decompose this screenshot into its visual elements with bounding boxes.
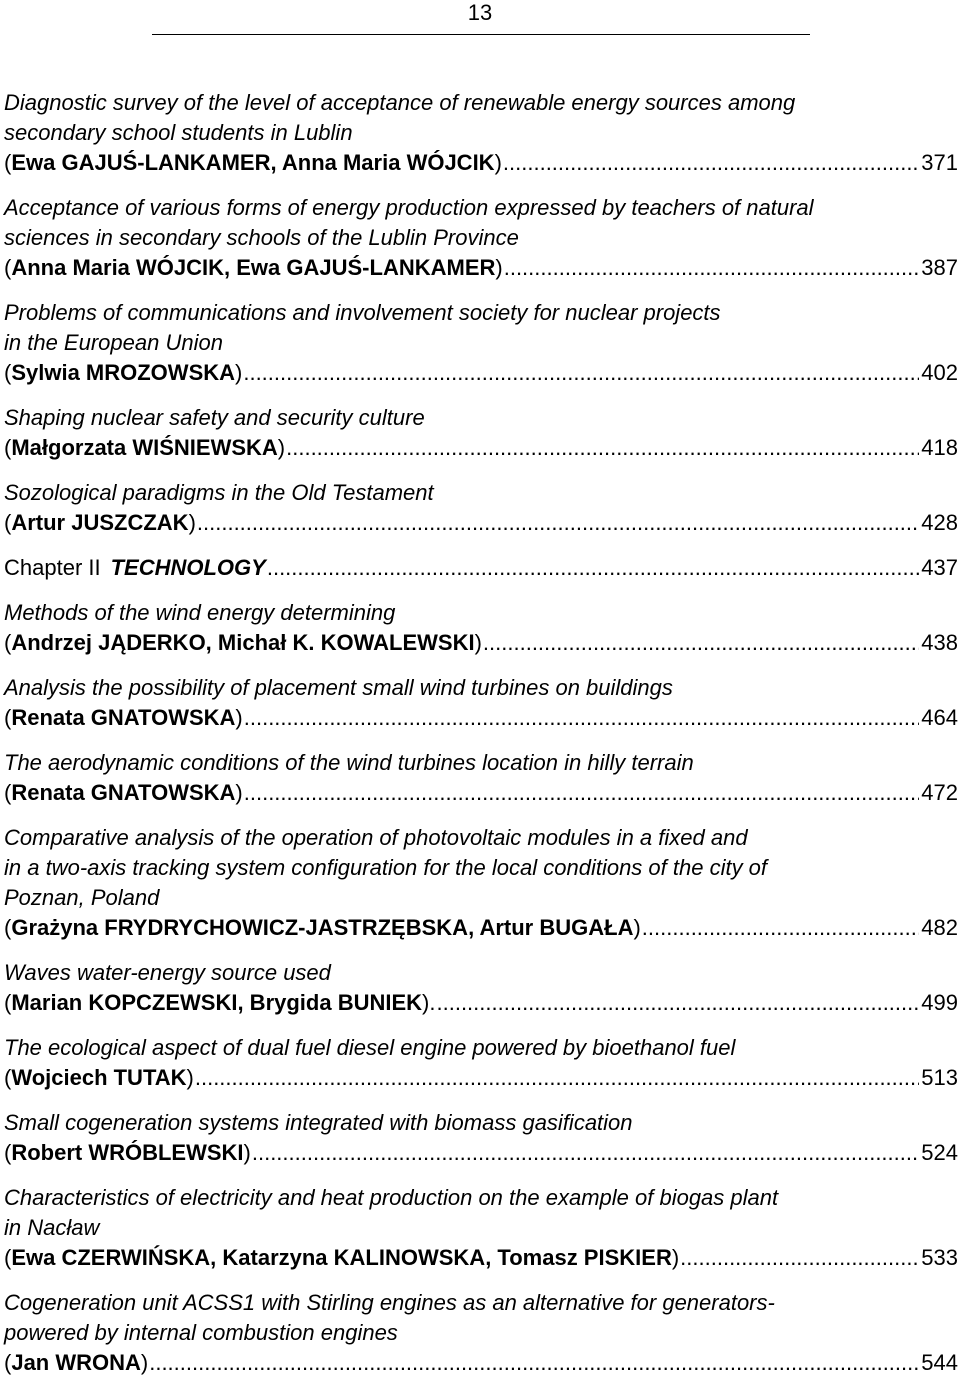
entry-title-line: Acceptance of various forms of energy production expressed by teachers of natural — [4, 195, 814, 220]
entry-author-line — [4, 913, 958, 943]
entry-authors-text — [4, 1243, 679, 1273]
entry-page-number: 428 — [921, 510, 958, 535]
entry-authors-text — [4, 988, 436, 1018]
entry-author-line — [4, 433, 958, 463]
entry-authors: Wojciech TUTAK — [11, 1065, 187, 1090]
entry-authors-text — [4, 628, 482, 658]
entry-authors-text — [4, 508, 196, 538]
entry-author-line — [4, 1138, 958, 1168]
entry-author-line — [4, 253, 958, 283]
dot-leader — [286, 433, 919, 463]
entry-title-line: Methods of the wind energy determining — [4, 600, 396, 625]
entry-page-number: 464 — [921, 705, 958, 730]
entry-authors: Jan WRONA — [11, 1350, 141, 1375]
toc-entry — [4, 1183, 958, 1273]
close-paren: ) — [186, 1065, 194, 1090]
page-number: 13 — [467, 0, 493, 25]
entry-title-line: Poznan, Poland — [4, 885, 160, 910]
entry-title-line: in a two-axis tracking system configuration for the local conditions of the city of — [4, 855, 768, 880]
dot-leader — [267, 553, 919, 583]
toc-entry — [4, 478, 958, 538]
close-paren: ) — [494, 150, 502, 175]
dot-leader — [252, 1138, 919, 1168]
entry-authors-text — [4, 1348, 148, 1378]
entry-title-line: Small cogeneration systems integrated with biomass gasification — [4, 1110, 633, 1135]
entry-authors: Artur JUSZCZAK — [11, 510, 189, 535]
open-paren: ( — [4, 705, 12, 730]
close-paren: ) — [235, 780, 243, 805]
entry-title-line: Comparative analysis of the operation of photovoltaic modules in a fixed and — [4, 825, 748, 850]
entry-title-line: Characteristics of electricity and heat production on the example of biogas plant — [4, 1185, 779, 1210]
close-paren: ) — [277, 435, 286, 460]
entry-page-number: 472 — [921, 780, 958, 805]
open-paren: ( — [4, 255, 12, 280]
entry-author-line — [4, 1348, 958, 1378]
open-paren: ( — [4, 1140, 12, 1165]
entry-authors-text — [4, 778, 243, 808]
entry-author-line — [4, 628, 958, 658]
open-paren: ( — [4, 1350, 12, 1375]
chapter-title: TECHNOLOGY — [110, 555, 266, 580]
entry-authors: Marian KOPCZEWSKI, Brygida BUNIEK — [11, 990, 423, 1015]
entry-title-line: The aerodynamic conditions of the wind turbines location in hilly terrain — [4, 750, 694, 775]
entry-page-number: 513 — [921, 1065, 958, 1090]
chapter-label: Chapter II — [4, 555, 101, 580]
entry-page-number: 499 — [921, 990, 958, 1015]
entry-authors: Robert WRÓBLEWSKI — [11, 1140, 244, 1165]
entry-page-number: 418 — [921, 435, 958, 460]
entry-authors-text — [4, 1138, 251, 1168]
entry-title-line: Waves water-energy source used — [4, 960, 331, 985]
entry-title-line: Shaping nuclear safety and security culture — [4, 405, 425, 430]
entry-authors-text — [4, 1063, 194, 1093]
toc-entry — [4, 298, 958, 388]
dot-leader — [437, 988, 920, 1018]
dot-leader — [195, 1063, 919, 1093]
entry-author-line — [4, 508, 958, 538]
open-paren: ( — [4, 630, 12, 655]
toc-entry — [4, 403, 958, 463]
close-paren: ) — [671, 1245, 680, 1270]
entry-title-line: Problems of communications and involvement society for nuclear projects — [4, 300, 721, 325]
toc-entry — [4, 958, 958, 1018]
entry-title-line: Analysis the possibility of placement small wind turbines on buildings — [4, 675, 673, 700]
entry-authors: Ewa CZERWIŃSKA, Katarzyna KALINOWSKA, Tomasz PISKIER — [11, 1245, 672, 1270]
entry-page-number: 524 — [921, 1140, 958, 1165]
dot-leader — [244, 778, 920, 808]
dot-leader — [149, 1348, 919, 1378]
entry-page-number: 438 — [921, 630, 958, 655]
entry-authors-text — [4, 433, 285, 463]
open-paren: ( — [4, 360, 12, 385]
entry-authors-text — [4, 253, 503, 283]
chapter-page-number: 437 — [921, 555, 958, 580]
toc-entry — [4, 823, 958, 943]
entry-author-line — [4, 778, 958, 808]
entry-author-line — [4, 988, 958, 1018]
entry-page-number: 387 — [921, 255, 958, 280]
entry-authors-text — [4, 148, 502, 178]
chapter-line — [4, 553, 958, 583]
entry-author-line — [4, 148, 958, 178]
entry-title-line: in the European Union — [4, 330, 223, 355]
toc-entry — [4, 673, 958, 733]
dot-leader — [244, 703, 920, 733]
entry-page-number: 482 — [921, 915, 958, 940]
dot-leader — [680, 1243, 919, 1273]
dot-leader — [642, 913, 919, 943]
entry-title-line: secondary school students in Lublin — [4, 120, 353, 145]
entry-author-line — [4, 1063, 958, 1093]
entry-title-line: Cogeneration unit ACSS1 with Stirling engines as an alternative for generators- — [4, 1290, 775, 1315]
entry-author-line — [4, 1243, 958, 1273]
entry-authors-text — [4, 358, 242, 388]
entry-authors: Anna Maria WÓJCIK, Ewa GAJUŚ-LANKAMER — [11, 255, 496, 280]
chapter-text — [4, 553, 266, 583]
dot-leader — [243, 358, 919, 388]
entry-page-number: 371 — [921, 150, 958, 175]
header-rule — [152, 34, 810, 35]
entry-page-number: 402 — [921, 360, 958, 385]
close-paren: ) — [235, 705, 243, 730]
open-paren: ( — [4, 150, 12, 175]
entry-authors-text — [4, 913, 641, 943]
toc-entry — [4, 1033, 958, 1093]
open-paren: ( — [4, 915, 12, 940]
open-paren: ( — [4, 510, 12, 535]
entry-authors: Renata GNATOWSKA — [11, 705, 236, 730]
toc-entry — [4, 1108, 958, 1168]
table-of-contents — [4, 88, 958, 1393]
entry-title-line: sciences in secondary schools of the Lublin Province — [4, 225, 519, 250]
close-paren: ) — [235, 360, 243, 385]
entry-title-line: The ecological aspect of dual fuel diesel engine powered by bioethanol fuel — [4, 1035, 736, 1060]
close-paren: ) — [495, 255, 503, 280]
toc-entry — [4, 748, 958, 808]
entry-author-line — [4, 703, 958, 733]
entry-title-line: in Nacław — [4, 1215, 100, 1240]
entry-title-line: Sozological paradigms in the Old Testament — [4, 480, 434, 505]
toc-entry — [4, 598, 958, 658]
close-paren: ) — [633, 915, 641, 940]
entry-authors: Sylwia MROZOWSKA — [11, 360, 236, 385]
dot-leader — [483, 628, 919, 658]
close-paren: ) — [243, 1140, 251, 1165]
close-paren: ) — [140, 1350, 149, 1375]
entry-page-number: 533 — [921, 1245, 958, 1270]
open-paren: ( — [4, 435, 12, 460]
entry-authors: Ewa GAJUŚ-LANKAMER, Anna Maria WÓJCIK — [11, 150, 495, 175]
dot-leader — [504, 253, 920, 283]
close-paren: ). — [422, 990, 436, 1015]
entry-title-line: Diagnostic survey of the level of acceptance of renewable energy sources among — [4, 90, 796, 115]
open-paren: ( — [4, 990, 12, 1015]
close-paren: ) — [188, 510, 196, 535]
entry-author-line — [4, 358, 958, 388]
dot-leader — [197, 508, 919, 538]
chapter-heading — [4, 553, 958, 583]
entry-authors: Renata GNATOWSKA — [11, 780, 236, 805]
entry-page-number: 544 — [921, 1350, 958, 1375]
dot-leader — [503, 148, 919, 178]
entry-authors: Andrzej JĄDERKO, Michał K. KOWALEWSKI — [11, 630, 475, 655]
toc-entry — [4, 1288, 958, 1378]
entry-authors: Grażyna FRYDRYCHOWICZ-JASTRZĘBSKA, Artur BUGAŁA — [11, 915, 634, 940]
open-paren: ( — [4, 1065, 12, 1090]
open-paren: ( — [4, 780, 12, 805]
open-paren: ( — [4, 1245, 12, 1270]
entry-authors: Małgorzata WIŚNIEWSKA — [11, 435, 278, 460]
toc-entry — [4, 193, 958, 283]
toc-entry — [4, 88, 958, 178]
entry-title-line: powered by internal combustion engines — [4, 1320, 398, 1345]
entry-authors-text — [4, 703, 243, 733]
close-paren: ) — [474, 630, 482, 655]
